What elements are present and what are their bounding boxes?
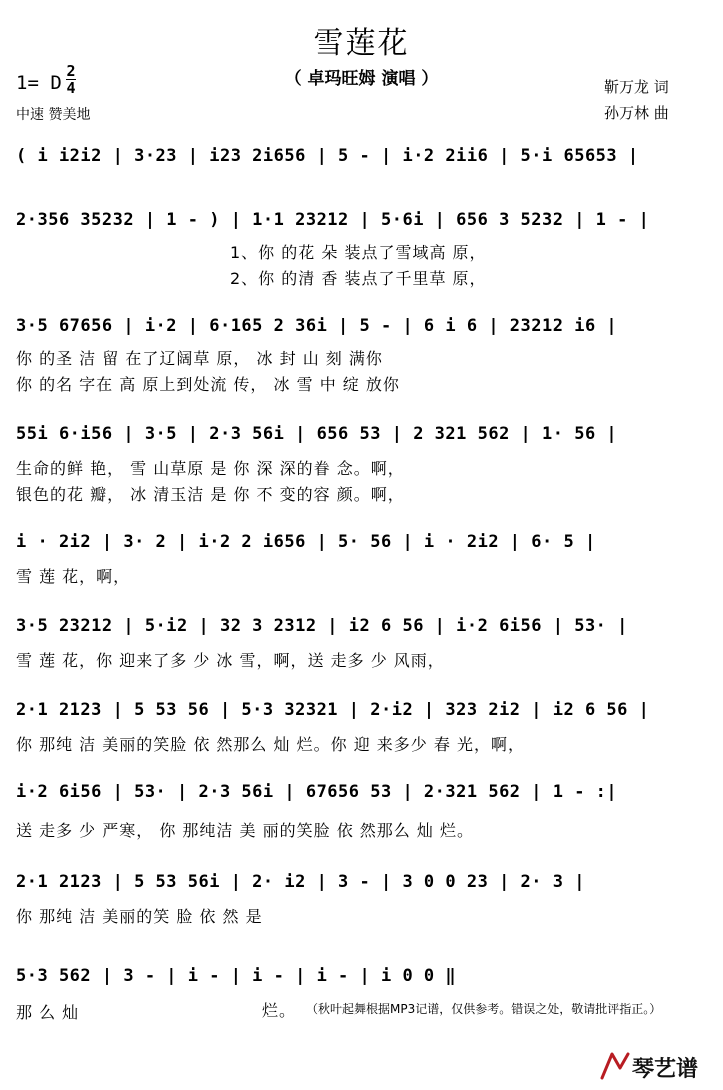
lyric-line-5: 雪 莲 花，啊，: [16, 567, 131, 586]
score-line-5: i · 2i2 | 3· 2 | i·2 2 i656 | 5· 56 | i · 2i2 | 6· 5 |: [16, 532, 596, 552]
meter-top: 2: [66, 62, 76, 80]
lyric-line-2a: 1、你 的花 朵 装点了雪域高 原，: [230, 243, 487, 262]
score-line-1: ( i i2i2 | 3·23 | i23 2i656 | 5 - | i·2 2ii6 | 5·i 65653 |: [16, 146, 639, 166]
singer-credit: （ 卓玛旺姆 演唱 ）: [284, 69, 439, 89]
tempo-marking: 中速 赞美地: [16, 107, 91, 123]
logo-mark-icon: [602, 1054, 628, 1078]
score-line-9: 2·1 2123 | 5 53 56i | 2· i2 | 3 - | 3 0 0 23 | 2· 3 |: [16, 872, 585, 892]
composer-credit: 孙万林 曲: [604, 104, 669, 122]
meter-bottom: 4: [66, 79, 76, 97]
lyric-line-2b: 2、你 的清 香 装点了千里草 原，: [230, 269, 487, 288]
score-line-6: 3·5 23212 | 5·i2 | 32 3 2312 | i2 6 56 | i·2 6i56 | 53· |: [16, 616, 628, 636]
score-line-7: 2·1 2123 | 5 53 56 | 5·3 32321 | 2·i2 | 323 2i2 | i2 6 56 |: [16, 700, 650, 720]
lyric-line-3b: 你 的名 字在 高 原上到处流 传， 冰 雪 中 绽 放你: [16, 375, 400, 394]
final-lyric: 烂。: [262, 1001, 297, 1020]
song-title: 雪莲花: [313, 26, 410, 61]
score-line-10: 5·3 562 | 3 - | i - | i - | i - | i 0 0 ‖: [16, 966, 457, 986]
transcription-footnote: （秋叶起舞根据MP3记谱，仅供参考。错误之处，敬请批评指正。）: [306, 1002, 662, 1016]
lyric-line-4b: 银色的花 瓣， 冰 清玉洁 是 你 不 变的容 颜。啊，: [16, 485, 405, 504]
lyric-line-8: 送 走多 少 严寒， 你 那纯洁 美 丽的笑脸 依 然那么 灿 烂。: [16, 821, 474, 840]
lyric-line-3a: 你 的圣 洁 留 在了辽阔草 原， 冰 封 山 刻 满你: [16, 349, 383, 368]
lyric-line-9: 你 那纯 洁 美丽的笑 脸 依 然 是: [16, 907, 263, 926]
score-line-2: 2·356 35232 | 1 - ) | 1·1 23212 | 5·6i | 656 3 5232 | 1 - |: [16, 210, 650, 230]
score-line-4: 55i 6·i56 | 3·5 | 2·3 56i | 656 53 | 2 321 562 | 1· 56 |: [16, 424, 618, 444]
score-line-3: 3·5 67656 | i·2 | 6·165 2 36i | 5 - | 6 i 6 | 23212 i6 |: [16, 316, 618, 336]
logo-text: 琴艺谱: [632, 1057, 699, 1082]
lyricist-credit: 靳万龙 词: [604, 78, 669, 96]
score-line-8: i·2 6i56 | 53· | 2·3 56i | 67656 53 | 2·321 562 | 1 - :|: [16, 782, 618, 802]
lyric-line-4a: 生命的鲜 艳， 雪 山草原 是 你 深 深的眷 念。啊，: [16, 459, 405, 478]
lyric-line-10: 那 么 灿: [16, 1003, 80, 1022]
lyric-line-7: 你 那纯 洁 美丽的笑脸 依 然那么 灿 烂。你 迎 来多少 春 光，啊，: [16, 735, 525, 754]
key-signature: 1= D: [16, 72, 62, 94]
lyric-line-6: 雪 莲 花，你 迎来了多 少 冰 雪，啊，送 走多 少 风雨，: [16, 651, 445, 670]
time-signature: [66, 64, 76, 95]
